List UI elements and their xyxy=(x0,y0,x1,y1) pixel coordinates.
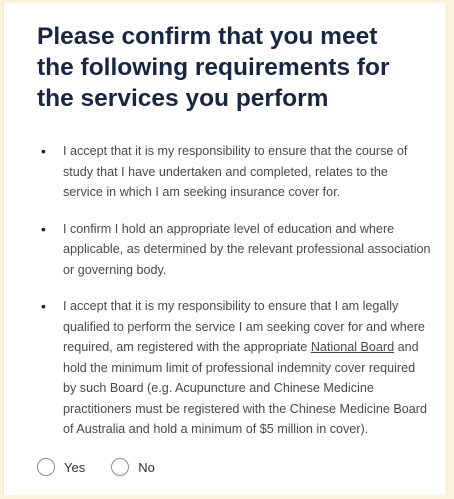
bullet-icon: • xyxy=(41,220,46,237)
yes-label[interactable]: Yes xyxy=(64,459,86,475)
requirement-text: I confirm I hold an appropriate level of education and where applicable, as determined by the relevant professional association or governing body. xyxy=(63,221,431,277)
list-item xyxy=(37,219,431,281)
requirement-text: I accept that it is my responsibility to ensure that the course of study that I have undertaken and completed, relates to the service in which I am seeking insurance cover for. xyxy=(63,144,408,199)
requirement-text-start: I accept that it is my responsibility to ensure that I am legally qualified to perform the service I am seeking cover for and where required, am registered with the appropriate xyxy=(63,299,425,354)
requirements-list xyxy=(37,141,431,456)
requirement-text-end: and hold the minimum limit of professional indemnity cover required by such Board (e.g. Acupuncture and Chinese Medicine practitioners must be registered with the Chinese Medicine Board of Australia and hold a minimum of $5 million in cover). xyxy=(63,340,428,436)
confirmation-radio-group xyxy=(37,458,181,476)
yes-radio-button[interactable] xyxy=(37,458,55,476)
list-item xyxy=(37,141,431,203)
no-option[interactable] xyxy=(111,458,155,476)
national-board-link[interactable]: National Board xyxy=(310,340,395,354)
no-radio-button[interactable] xyxy=(111,458,129,476)
bullet-icon: • xyxy=(41,143,46,159)
yes-option[interactable] xyxy=(37,458,85,476)
no-label[interactable]: No xyxy=(138,459,155,475)
list-item xyxy=(37,296,431,440)
page-title: Please confirm that you meet the following requirements for the services you perform xyxy=(37,23,390,112)
bullet-icon: • xyxy=(41,298,46,314)
requirements-panel xyxy=(3,3,447,495)
